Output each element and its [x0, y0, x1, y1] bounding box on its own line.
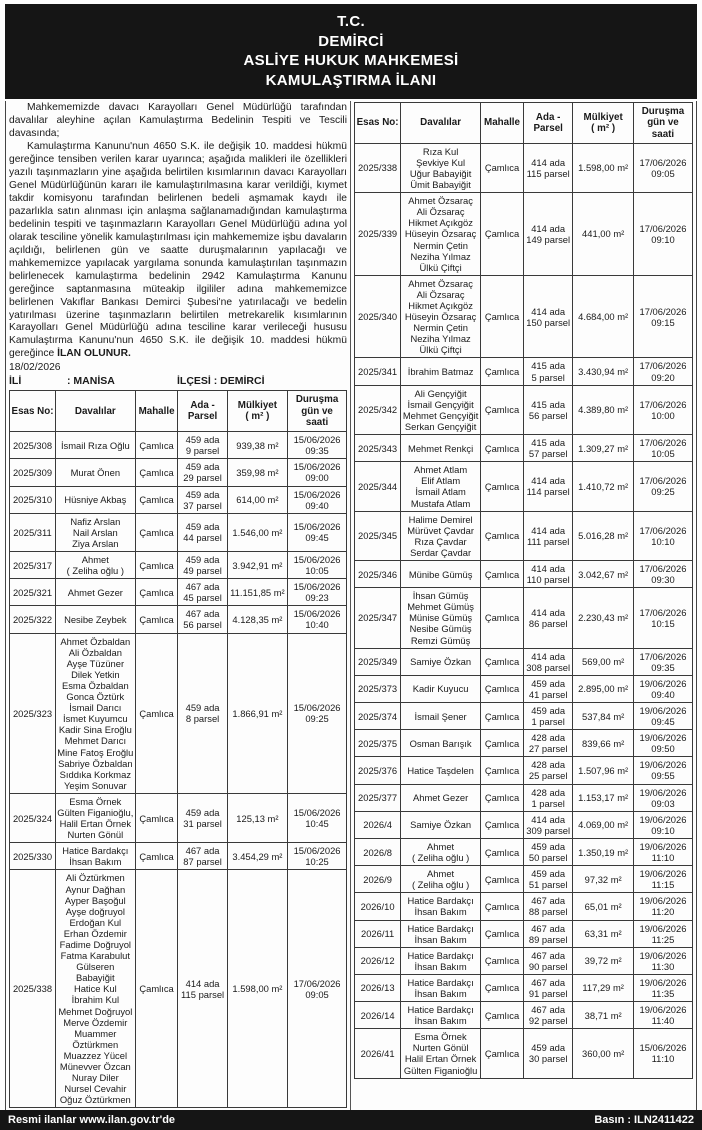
- ada-parsel-cell: 459 ada 31 parsel: [178, 793, 227, 842]
- table-row: [355, 560, 693, 587]
- durusma-cell: 15/06/2026 09:40: [288, 486, 347, 513]
- durusma-cell: 15/06/2026 09:35: [288, 432, 347, 459]
- davalilar-cell: Ali Öztürkmen Aynur Dağhan Ayper Başoğul Ayşe doğruyol Erdoğan Kul Erhan Özdemir Fadime Doğruyol Fatma Karabulut Gülseren Babayiğit Hatice Kul İbrahim Kul Mehmet Doğruyol Merve Özdemir Muammer Öztürkmen Muazzez Yücel Münevver Özcan Nuray Diler Nursel Cevahir Oğuz Öztürkmen: [56, 870, 136, 1108]
- durusma-cell: 15/06/2026 10:40: [288, 606, 347, 633]
- durusma-cell: 17/06/2026 10:00: [633, 385, 692, 434]
- mahalle-cell: Çamlıca: [481, 811, 524, 838]
- durusma-cell: 15/06/2026 09:45: [288, 513, 347, 551]
- davalilar-cell: Ahmet Gezer: [56, 579, 136, 606]
- mahalle-cell: Çamlıca: [481, 462, 524, 511]
- davalilar-cell: Halime Demirel Mürüvet Çavdar Rıza Çavdar Serdar Çavdar: [401, 511, 481, 560]
- ada-parsel-cell: 414 ada 309 parsel: [523, 811, 572, 838]
- mahalle-cell: Çamlıca: [481, 143, 524, 192]
- durusma-cell: 19/06/2026 09:55: [633, 757, 692, 784]
- durusma-cell: 17/06/2026 09:35: [633, 648, 692, 675]
- column-header: Mülkiyet ( m² ): [573, 103, 634, 144]
- mahalle-cell: Çamlıca: [481, 511, 524, 560]
- province-district-line: [9, 375, 347, 387]
- durusma-cell: 19/06/2026 09:45: [633, 703, 692, 730]
- cases-table-right: [354, 102, 693, 1079]
- esas-no-cell: 2025/339: [355, 193, 401, 276]
- mahalle-cell: Çamlıca: [135, 606, 178, 633]
- durusma-cell: 15/06/2026 09:23: [288, 579, 347, 606]
- mulkiyet-cell: 1.507,96 m²: [573, 757, 634, 784]
- esas-no-cell: 2025/377: [355, 784, 401, 811]
- esas-no-cell: 2025/311: [10, 513, 56, 551]
- esas-no-cell: 2025/310: [10, 486, 56, 513]
- table-row: [355, 757, 693, 784]
- mulkiyet-cell: 537,84 m²: [573, 703, 634, 730]
- esas-no-cell: 2026/12: [355, 947, 401, 974]
- mulkiyet-cell: 11.151,85 m²: [227, 579, 287, 606]
- ada-parsel-cell: 428 ada 27 parsel: [523, 730, 572, 757]
- ada-parsel-cell: 467 ada 91 parsel: [523, 974, 572, 1001]
- column-header: Mahalle: [135, 391, 178, 432]
- durusma-cell: 15/06/2026 09:00: [288, 459, 347, 486]
- mulkiyet-cell: 1.866,91 m²: [227, 633, 287, 793]
- table-row: [355, 730, 693, 757]
- davalilar-cell: İsmail Rıza Oğlu: [56, 432, 136, 459]
- table-row: [355, 193, 693, 276]
- davalilar-cell: Münibe Gümüş: [401, 560, 481, 587]
- mulkiyet-cell: 1.350,19 m²: [573, 838, 634, 865]
- davalilar-cell: Ahmet Özbaldan Ali Özbaldan Ayşe Tüzüner Dilek Yetkin Esma Özbaldan Gonca Öztürk İsmail Darıcı İsmet Kuyumcu Kadir Sina Eroğlu Mehmet Darıcı Mine Fatoş Eroğlu Sabriye Özbaldan Sıddıka Korkmaz Yeşim Sonuvar: [56, 633, 136, 793]
- mulkiyet-cell: 4.128,35 m²: [227, 606, 287, 633]
- davalilar-cell: Nesibe Zeybek: [56, 606, 136, 633]
- mahalle-cell: Çamlıca: [481, 893, 524, 920]
- mahalle-cell: Çamlıca: [481, 358, 524, 385]
- column-header: Duruşma gün ve saati: [633, 103, 692, 144]
- mahalle-cell: Çamlıca: [481, 730, 524, 757]
- mulkiyet-cell: 2.895,00 m²: [573, 675, 634, 702]
- mahalle-cell: Çamlıca: [135, 579, 178, 606]
- davalilar-cell: Hatice Bardakçı İhsan Bakım: [401, 920, 481, 947]
- esas-no-cell: 2025/341: [355, 358, 401, 385]
- esas-no-cell: 2025/321: [10, 579, 56, 606]
- davalilar-cell: Esma Örnek Nurten Gönül Halil Ertan Örnek Gülten Figanioğlu: [401, 1029, 481, 1078]
- davalilar-cell: Ahmet Özsaraç Ali Özsaraç Hikmet Açıkgöz Hüseyin Özsaraç Nermin Çetin Neziha Yılmaz Ülkü Çiftçi: [401, 193, 481, 276]
- mulkiyet-cell: 97,32 m²: [573, 866, 634, 893]
- ada-parsel-cell: 459 ada 30 parsel: [523, 1029, 572, 1078]
- davalilar-cell: Ahmet Gezer: [401, 784, 481, 811]
- table-row: [355, 1002, 693, 1029]
- esas-no-cell: 2025/323: [10, 633, 56, 793]
- mahalle-cell: Çamlıca: [135, 843, 178, 870]
- table-row: [355, 435, 693, 462]
- davalilar-cell: İhsan Gümüş Mehmet Gümüş Münise Gümüş Nesibe Gümüş Remzi Gümüş: [401, 588, 481, 648]
- durusma-cell: 15/06/2026 10:25: [288, 843, 347, 870]
- durusma-cell: 17/06/2026 09:05: [288, 870, 347, 1108]
- ada-parsel-cell: 414 ada 115 parsel: [178, 870, 227, 1108]
- ada-parsel-cell: 467 ada 88 parsel: [523, 893, 572, 920]
- durusma-cell: 17/06/2026 09:05: [633, 143, 692, 192]
- mulkiyet-cell: 359,98 m²: [227, 459, 287, 486]
- column-header: Ada - Parsel: [523, 103, 572, 144]
- table-row: [355, 1029, 693, 1078]
- durusma-cell: 17/06/2026 09:20: [633, 358, 692, 385]
- mahalle-cell: Çamlıca: [481, 838, 524, 865]
- mahalle-cell: Çamlıca: [135, 513, 178, 551]
- ada-parsel-cell: 467 ada 90 parsel: [523, 947, 572, 974]
- table-row: [355, 866, 693, 893]
- davalilar-cell: İbrahim Batmaz: [401, 358, 481, 385]
- mulkiyet-cell: 441,00 m²: [573, 193, 634, 276]
- durusma-cell: 17/06/2026 09:30: [633, 560, 692, 587]
- mahalle-cell: Çamlıca: [135, 793, 178, 842]
- ada-parsel-cell: 459 ada 37 parsel: [178, 486, 227, 513]
- esas-no-cell: 2026/11: [355, 920, 401, 947]
- esas-no-cell: 2026/14: [355, 1002, 401, 1029]
- mulkiyet-cell: 3.454,29 m²: [227, 843, 287, 870]
- durusma-cell: 15/06/2026 10:05: [288, 552, 347, 579]
- ada-parsel-cell: 414 ada 115 parsel: [523, 143, 572, 192]
- durusma-cell: 17/06/2026 10:10: [633, 511, 692, 560]
- ada-parsel-cell: 415 ada 57 parsel: [523, 435, 572, 462]
- davalilar-cell: Osman Barışık: [401, 730, 481, 757]
- footer-official-ads-text: Resmi ilanlar www.ilan.gov.tr'de: [8, 1114, 176, 1127]
- ada-parsel-cell: 467 ada 56 parsel: [178, 606, 227, 633]
- mulkiyet-cell: 4.069,00 m²: [573, 811, 634, 838]
- davalilar-cell: Ahmet Özsaraç Ali Özsaraç Hikmet Açıkgöz Hüseyin Özsaraç Nermin Çetin Neziha Yılmaz Ülkü Çiftçi: [401, 275, 481, 358]
- mahalle-cell: Çamlıca: [481, 588, 524, 648]
- mahalle-cell: Çamlıca: [135, 486, 178, 513]
- mahalle-cell: Çamlıca: [481, 385, 524, 434]
- mulkiyet-cell: 3.430,94 m²: [573, 358, 634, 385]
- notice-paragraph-1: Mahkememizde davacı Karayolları Genel Müdürlüğü tarafından davalılar aleyhine açılan Kamulaştırma Bedelinin Tespiti ve Tescili davasında;: [9, 102, 347, 139]
- mahalle-cell: Çamlıca: [481, 1029, 524, 1078]
- ada-parsel-cell: 459 ada 41 parsel: [523, 675, 572, 702]
- durusma-cell: 19/06/2026 11:15: [633, 866, 692, 893]
- ada-parsel-cell: 459 ada 9 parsel: [178, 432, 227, 459]
- mahalle-cell: Çamlıca: [135, 432, 178, 459]
- column-header: Esas No:: [355, 103, 401, 144]
- esas-no-cell: 2025/346: [355, 560, 401, 587]
- province-label: İLİ: [9, 375, 22, 388]
- mulkiyet-cell: 1.309,27 m²: [573, 435, 634, 462]
- district-value: İLÇESİ : DEMİRCİ: [177, 375, 265, 388]
- table-row: [10, 486, 347, 513]
- column-header: Mahalle: [481, 103, 524, 144]
- davalilar-cell: İsmail Şener: [401, 703, 481, 730]
- table-row: [10, 513, 347, 551]
- table-row: [10, 633, 347, 793]
- ada-parsel-cell: 415 ada 5 parsel: [523, 358, 572, 385]
- ada-parsel-cell: 467 ada 92 parsel: [523, 1002, 572, 1029]
- ada-parsel-cell: 414 ada 111 parsel: [523, 511, 572, 560]
- davalilar-cell: Hüsniye Akbaş: [56, 486, 136, 513]
- ada-parsel-cell: 467 ada 87 parsel: [178, 843, 227, 870]
- mahalle-cell: Çamlıca: [135, 552, 178, 579]
- ada-parsel-cell: 467 ada 45 parsel: [178, 579, 227, 606]
- ada-parsel-cell: 459 ada 8 parsel: [178, 633, 227, 793]
- mulkiyet-cell: 3.942,91 m²: [227, 552, 287, 579]
- mulkiyet-cell: 38,71 m²: [573, 1002, 634, 1029]
- esas-no-cell: 2025/375: [355, 730, 401, 757]
- davalilar-cell: Murat Önen: [56, 459, 136, 486]
- durusma-cell: 19/06/2026 09:10: [633, 811, 692, 838]
- durusma-cell: 15/06/2026 10:45: [288, 793, 347, 842]
- davalilar-cell: Ahmet ( Zeliha oğlu ): [401, 866, 481, 893]
- esas-no-cell: 2025/374: [355, 703, 401, 730]
- davalilar-cell: Ahmet Atlam Elif Atlam İsmail Atlam Mustafa Atlam: [401, 462, 481, 511]
- davalilar-cell: Kadir Kuyucu: [401, 675, 481, 702]
- province-value: : MANİSA: [67, 375, 115, 388]
- mahalle-cell: Çamlıca: [481, 784, 524, 811]
- column-header: Ada - Parsel: [178, 391, 227, 432]
- mulkiyet-cell: 3.042,67 m²: [573, 560, 634, 587]
- esas-no-cell: 2025/376: [355, 757, 401, 784]
- davalilar-cell: Mehmet Renkçi: [401, 435, 481, 462]
- mulkiyet-cell: 63,31 m²: [573, 920, 634, 947]
- mulkiyet-cell: 1.410,72 m²: [573, 462, 634, 511]
- table-row: [355, 703, 693, 730]
- table-row: [10, 870, 347, 1108]
- mulkiyet-cell: 39,72 m²: [573, 947, 634, 974]
- mulkiyet-cell: 614,00 m²: [227, 486, 287, 513]
- mulkiyet-cell: 4.684,00 m²: [573, 275, 634, 358]
- esas-no-cell: 2026/9: [355, 866, 401, 893]
- mulkiyet-cell: 360,00 m²: [573, 1029, 634, 1078]
- ada-parsel-cell: 415 ada 56 parsel: [523, 385, 572, 434]
- table-row: [10, 793, 347, 842]
- esas-no-cell: 2025/324: [10, 793, 56, 842]
- ada-parsel-cell: 414 ada 150 parsel: [523, 275, 572, 358]
- esas-no-cell: 2025/342: [355, 385, 401, 434]
- ada-parsel-cell: 459 ada 50 parsel: [523, 838, 572, 865]
- esas-no-cell: 2025/322: [10, 606, 56, 633]
- column-header: Mülkiyet ( m² ): [227, 391, 287, 432]
- mulkiyet-cell: 117,29 m²: [573, 974, 634, 1001]
- table-header-row: [355, 103, 693, 144]
- ada-parsel-cell: 414 ada 110 parsel: [523, 560, 572, 587]
- ada-parsel-cell: 428 ada 1 parsel: [523, 784, 572, 811]
- durusma-cell: 17/06/2026 09:10: [633, 193, 692, 276]
- esas-no-cell: 2025/373: [355, 675, 401, 702]
- mahalle-cell: Çamlıca: [481, 866, 524, 893]
- davalilar-cell: Samiye Özkan: [401, 648, 481, 675]
- durusma-cell: 19/06/2026 11:10: [633, 838, 692, 865]
- mahalle-cell: Çamlıca: [481, 920, 524, 947]
- esas-no-cell: 2025/317: [10, 552, 56, 579]
- davalilar-cell: Hatice Bardakçı İhsan Bakım: [401, 947, 481, 974]
- table-row: [10, 843, 347, 870]
- table-row: [355, 974, 693, 1001]
- mulkiyet-cell: 1.153,17 m²: [573, 784, 634, 811]
- esas-no-cell: 2025/309: [10, 459, 56, 486]
- davalilar-cell: Nafiz Arslan Nail Arslan Ziya Arslan: [56, 513, 136, 551]
- ada-parsel-cell: 459 ada 49 parsel: [178, 552, 227, 579]
- mulkiyet-cell: 125,13 m²: [227, 793, 287, 842]
- esas-no-cell: 2025/344: [355, 462, 401, 511]
- durusma-cell: 17/06/2026 09:25: [633, 462, 692, 511]
- table-row: [10, 606, 347, 633]
- esas-no-cell: 2025/347: [355, 588, 401, 648]
- esas-no-cell: 2025/340: [355, 275, 401, 358]
- durusma-cell: 19/06/2026 11:40: [633, 1002, 692, 1029]
- column-header: Davalılar: [56, 391, 136, 432]
- esas-no-cell: 2026/41: [355, 1029, 401, 1078]
- notice-content: [5, 101, 697, 1110]
- notice-body-text: [9, 102, 347, 361]
- durusma-cell: 19/06/2026 11:20: [633, 893, 692, 920]
- davalilar-cell: Ahmet ( Zeliha oğlu ): [56, 552, 136, 579]
- notice-date: 18/02/2026: [9, 362, 61, 374]
- mahalle-cell: Çamlıca: [135, 633, 178, 793]
- table-row: [355, 143, 693, 192]
- esas-no-cell: 2025/345: [355, 511, 401, 560]
- mulkiyet-cell: 1.546,00 m²: [227, 513, 287, 551]
- durusma-cell: 19/06/2026 11:35: [633, 974, 692, 1001]
- davalilar-cell: Rıza Kul Şevkiye Kul Uğur Babayiğit Ümit Babayiğit: [401, 143, 481, 192]
- mahalle-cell: Çamlıca: [135, 870, 178, 1108]
- mulkiyet-cell: 65,01 m²: [573, 893, 634, 920]
- table-row: [355, 385, 693, 434]
- right-column: [351, 101, 696, 1110]
- table-row: [10, 432, 347, 459]
- table-row: [355, 920, 693, 947]
- mahalle-cell: Çamlıca: [481, 947, 524, 974]
- durusma-cell: 17/06/2026 10:05: [633, 435, 692, 462]
- davalilar-cell: Hatice Bardakçı İhsan Bakım: [401, 893, 481, 920]
- ada-parsel-cell: 414 ada 114 parsel: [523, 462, 572, 511]
- esas-no-cell: 2026/8: [355, 838, 401, 865]
- esas-no-cell: 2025/330: [10, 843, 56, 870]
- ada-parsel-cell: 414 ada 86 parsel: [523, 588, 572, 648]
- notice-paragraph-2: [9, 141, 347, 361]
- durusma-cell: 15/06/2026 11:10: [633, 1029, 692, 1078]
- mulkiyet-cell: 939,38 m²: [227, 432, 287, 459]
- davalilar-cell: Ahmet ( Zeliha oğlu ): [401, 838, 481, 865]
- ilan-olunur-text: İLAN OLUNUR.: [57, 348, 131, 360]
- ada-parsel-cell: 414 ada 308 parsel: [523, 648, 572, 675]
- mulkiyet-cell: 4.389,80 m²: [573, 385, 634, 434]
- davalilar-cell: Hatice Bardakçı İhsan Bakım: [401, 1002, 481, 1029]
- esas-no-cell: 2026/10: [355, 893, 401, 920]
- footer-bar: [0, 1110, 702, 1130]
- table-row: [355, 811, 693, 838]
- durusma-cell: 17/06/2026 09:15: [633, 275, 692, 358]
- table-row: [355, 275, 693, 358]
- ada-parsel-cell: 428 ada 25 parsel: [523, 757, 572, 784]
- mahalle-cell: Çamlıca: [481, 703, 524, 730]
- esas-no-cell: 2026/4: [355, 811, 401, 838]
- esas-no-cell: 2025/308: [10, 432, 56, 459]
- table-row: [355, 947, 693, 974]
- mahalle-cell: Çamlıca: [481, 435, 524, 462]
- davalilar-cell: Samiye Özkan: [401, 811, 481, 838]
- table-row: [355, 588, 693, 648]
- mulkiyet-cell: 5.016,28 m²: [573, 511, 634, 560]
- ada-parsel-cell: 459 ada 51 parsel: [523, 866, 572, 893]
- mahalle-cell: Çamlıca: [481, 193, 524, 276]
- ada-parsel-cell: 414 ada 149 parsel: [523, 193, 572, 276]
- durusma-cell: 19/06/2026 09:03: [633, 784, 692, 811]
- mahalle-cell: Çamlıca: [481, 675, 524, 702]
- table-header-row: [10, 391, 347, 432]
- mahalle-cell: Çamlıca: [481, 560, 524, 587]
- ada-parsel-cell: 459 ada 44 parsel: [178, 513, 227, 551]
- masthead-line-court: ASLİYE HUKUK MAHKEMESİ: [243, 52, 459, 69]
- mulkiyet-cell: 2.230,43 m²: [573, 588, 634, 648]
- table-row: [355, 462, 693, 511]
- table-row: [355, 838, 693, 865]
- durusma-cell: 19/06/2026 09:40: [633, 675, 692, 702]
- esas-no-cell: 2025/338: [10, 870, 56, 1108]
- notice-paragraph-2-text: Kamulaştırma Kanunu'nun 4650 S.K. ile değişik 10. maddesi hükmü gereğince tensiben verilen karar uyarınca; aşağıda malikleri ile özellikleri yazılı taşınmazların yine aşağıda belirtilen kısımlarının davacı Karayolları Genel Müdürlüğünün kararı ile kamulaştırılmasına karar verildiği, kıymet takdir komisyonu tarafından belirlenen bedeli aşmamak kaydı ile pazarlıkla satın alınması için anlaşma sağlanamadığından kamulaştırma bedelinin tespiti ve taşınmazların Karayolları Genel Müdürlüğü adına yol olarak tesciline yönelik kamulaştırılması için mahkememize işbu davaların açıldığı, belirlenen gün ve saatte duruşmalarının yapılacağı ve mahkememizce yapılacak yargılama sonunda kamulaştırılan taşınmazın belirlenecek kamulaştırma bedelinin 2942 Kamulaştırma Kanunu gereğince saptanmasına müteakip ilgililer adına mahkememizce belirlenen Vakıflar Bankası Demirci Şubesi'ne yatırılacağı ve bedelin yatırılması üzerine taşınmazların belirtilen metrekarelik kısımlarının Karayolları Genel Müdürlüğü adına tesciline karar verileceği hususu Kamulaştırma Kanunu'nun 4650 S.K. ile değişik 10. maddesi hükmü gereğince: [9, 140, 347, 360]
- table-row: [355, 358, 693, 385]
- table-row: [355, 893, 693, 920]
- mahalle-cell: Çamlıca: [481, 648, 524, 675]
- mahalle-cell: Çamlıca: [481, 974, 524, 1001]
- durusma-cell: 19/06/2026 11:25: [633, 920, 692, 947]
- mulkiyet-cell: 1.598,00 m²: [573, 143, 634, 192]
- davalilar-cell: Hatice Bardakçı İhsan Bakım: [56, 843, 136, 870]
- durusma-cell: 17/06/2026 10:15: [633, 588, 692, 648]
- table-row: [355, 675, 693, 702]
- masthead-line-title: KAMULAŞTIRMA İLANI: [265, 71, 437, 89]
- mahalle-cell: Çamlıca: [135, 459, 178, 486]
- durusma-cell: 19/06/2026 09:50: [633, 730, 692, 757]
- mahalle-cell: Çamlıca: [481, 1002, 524, 1029]
- mulkiyet-cell: 839,66 m²: [573, 730, 634, 757]
- table-row: [355, 784, 693, 811]
- column-header: Duruşma gün ve saati: [288, 391, 347, 432]
- mulkiyet-cell: 1.598,00 m²: [227, 870, 287, 1108]
- table-row: [355, 648, 693, 675]
- cases-table-left: [9, 390, 347, 1108]
- table-row: [10, 459, 347, 486]
- column-header: Davalılar: [401, 103, 481, 144]
- ada-parsel-cell: 459 ada 29 parsel: [178, 459, 227, 486]
- court-masthead: [5, 4, 697, 99]
- table-row: [10, 579, 347, 606]
- durusma-cell: 15/06/2026 09:25: [288, 633, 347, 793]
- davalilar-cell: Hatice Bardakçı İhsan Bakım: [401, 974, 481, 1001]
- esas-no-cell: 2025/349: [355, 648, 401, 675]
- durusma-cell: 19/06/2026 11:30: [633, 947, 692, 974]
- masthead-line-tc: T.C.: [337, 13, 365, 30]
- left-column: [6, 101, 351, 1110]
- davalilar-cell: Hatice Taşdelen: [401, 757, 481, 784]
- masthead-line-city: DEMİRCİ: [318, 32, 384, 50]
- esas-no-cell: 2025/343: [355, 435, 401, 462]
- column-header: Esas No:: [10, 391, 56, 432]
- esas-no-cell: 2026/13: [355, 974, 401, 1001]
- mahalle-cell: Çamlıca: [481, 275, 524, 358]
- ada-parsel-cell: 467 ada 89 parsel: [523, 920, 572, 947]
- davalilar-cell: Ali Gençyiğit İsmail Gençyiğit Mehmet Gençyiğit Serkan Gençyiğit: [401, 385, 481, 434]
- ada-parsel-cell: 459 ada 1 parsel: [523, 703, 572, 730]
- davalilar-cell: Esma Örnek Gülten Figanioğlu, Halil Ertan Örnek Nurten Gönül: [56, 793, 136, 842]
- mulkiyet-cell: 569,00 m²: [573, 648, 634, 675]
- mahalle-cell: Çamlıca: [481, 757, 524, 784]
- footer-press-id: Basın : ILN2411422: [594, 1114, 694, 1127]
- table-row: [355, 511, 693, 560]
- table-row: [10, 552, 347, 579]
- esas-no-cell: 2025/338: [355, 143, 401, 192]
